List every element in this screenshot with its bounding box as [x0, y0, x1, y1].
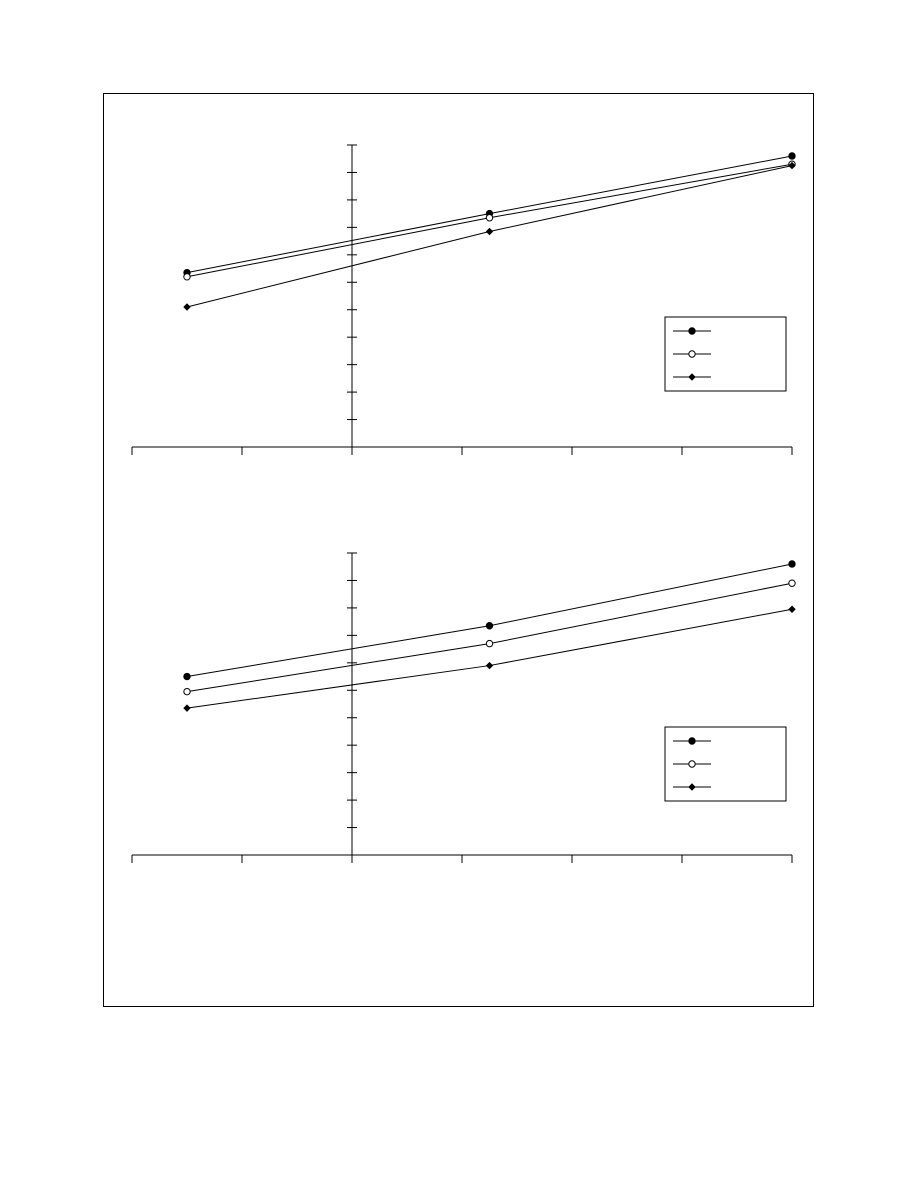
series-line-3 [187, 166, 792, 307]
data-point [487, 663, 493, 669]
data-point [184, 688, 190, 694]
data-point [184, 304, 190, 310]
legend-marker [689, 738, 695, 744]
chart-2 [132, 553, 795, 863]
series-line-1 [187, 564, 792, 677]
data-point [184, 274, 190, 280]
legend-marker [689, 761, 695, 767]
data-point [486, 215, 492, 221]
data-point [184, 705, 190, 711]
data-point [789, 153, 795, 159]
data-point [487, 228, 493, 234]
legend-marker [689, 351, 695, 357]
data-point [486, 623, 492, 629]
data-point [789, 580, 795, 586]
chart-1 [132, 145, 795, 455]
data-point [789, 606, 795, 612]
legend-marker [689, 328, 695, 334]
data-point [486, 640, 492, 646]
data-point [789, 561, 795, 567]
data-point [184, 673, 190, 679]
series-line-2 [187, 583, 792, 691]
